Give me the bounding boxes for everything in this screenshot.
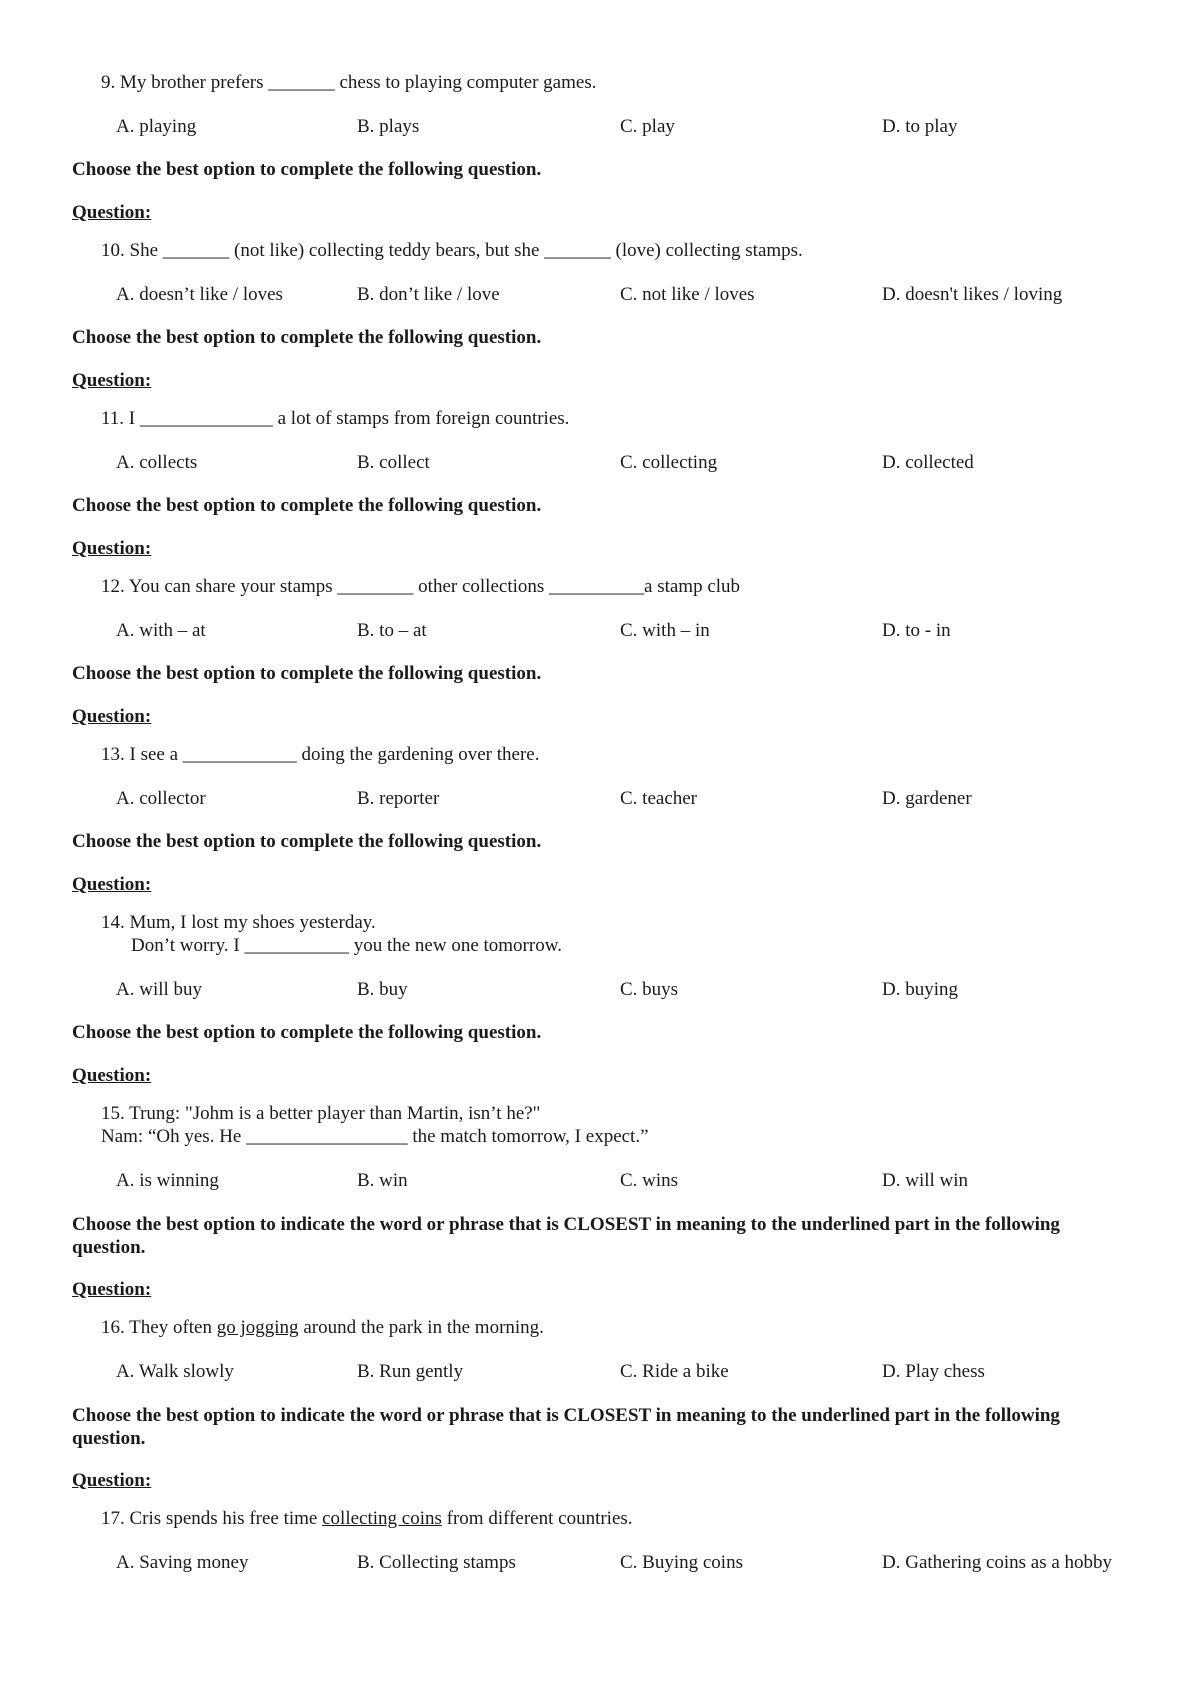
q9-option-b[interactable]: B. plays — [357, 116, 420, 137]
q12-option-c[interactable]: C. with – in — [620, 620, 710, 641]
q10-option-c[interactable]: C. not like / loves — [620, 284, 755, 305]
q16-option-a[interactable]: A. Walk slowly — [116, 1361, 234, 1382]
q14-option-a[interactable]: A. will buy — [116, 979, 203, 1000]
q17-option-c[interactable]: C. Buying coins — [620, 1552, 743, 1573]
q14-option-c[interactable]: C. buys — [620, 979, 679, 1000]
question-label: Question: — [72, 1279, 152, 1300]
question-label: Question: — [72, 202, 152, 223]
question-16-underlined-part: go jogging — [216, 1317, 299, 1338]
instruction: Choose the best option to indicate the word or phrase that is CLOSEST in meaning to the underlined part in the following question. — [72, 1214, 1060, 1258]
q10-option-b[interactable]: B. don’t like / love — [357, 284, 500, 305]
question-11-stem: 11. I ______________ a lot of stamps from foreign countries. — [101, 408, 570, 429]
q13-option-a[interactable]: A. collector — [116, 788, 206, 809]
q11-option-d[interactable]: D. collected — [882, 452, 974, 473]
q14-option-d[interactable]: D. buying — [882, 979, 958, 1000]
q14-option-b[interactable]: B. buy — [357, 979, 408, 1000]
instruction: Choose the best option to complete the following question. — [72, 327, 542, 348]
q11-option-c[interactable]: C. collecting — [620, 452, 718, 473]
q16-option-b[interactable]: B. Run gently — [357, 1361, 464, 1382]
q17-option-d[interactable]: D. Gathering coins as a hobby — [882, 1552, 1113, 1573]
question-16-stem-after: around the park in the morning. — [298, 1317, 544, 1338]
question-17-stem-after: from different countries. — [441, 1508, 633, 1529]
q12-option-a[interactable]: A. with – at — [116, 620, 206, 641]
question-9-stem: 9. My brother prefers _______ chess to playing computer games. — [101, 72, 597, 93]
q15-option-d[interactable]: D. will win — [882, 1170, 969, 1191]
instruction: Choose the best option to complete the following question. — [72, 663, 542, 684]
q13-option-d[interactable]: D. gardener — [882, 788, 972, 809]
q15-option-b[interactable]: B. win — [357, 1170, 408, 1191]
instruction: Choose the best option to complete the following question. — [72, 1022, 542, 1043]
question-10-stem: 10. She _______ (not like) collecting teddy bears, but she _______ (love) collecting stamps. — [101, 240, 803, 261]
question-15-stem-line2: Nam: “Oh yes. He _________________ the match tomorrow, I expect.” — [101, 1126, 649, 1147]
q12-option-d[interactable]: D. to - in — [882, 620, 951, 641]
q16-option-d[interactable]: D. Play chess — [882, 1361, 985, 1382]
question-13-stem: 13. I see a ____________ doing the gardening over there. — [101, 744, 540, 765]
question-label: Question: — [72, 1065, 152, 1086]
q11-option-a[interactable]: A. collects — [116, 452, 198, 473]
q13-option-b[interactable]: B. reporter — [357, 788, 440, 809]
question-label: Question: — [72, 874, 152, 895]
q15-option-c[interactable]: C. wins — [620, 1170, 679, 1191]
question-label: Question: — [72, 706, 152, 727]
instruction: Choose the best option to complete the following question. — [72, 159, 542, 180]
q12-option-b[interactable]: B. to – at — [357, 620, 427, 641]
q9-option-a[interactable]: A. playing — [116, 116, 197, 137]
question-label: Question: — [72, 538, 152, 559]
question-label: Question: — [72, 370, 152, 391]
q17-option-b[interactable]: B. Collecting stamps — [357, 1552, 516, 1573]
q9-option-c[interactable]: C. play — [620, 116, 675, 137]
question-14-stem-line2: Don’t worry. I ___________ you the new one tomorrow. — [131, 935, 562, 956]
question-12-stem: 12. You can share your stamps ________ other collections __________a stamp club — [101, 576, 741, 597]
question-17-stem — [101, 1508, 633, 1530]
instruction: Choose the best option to complete the following question. — [72, 831, 542, 852]
q10-option-d[interactable]: D. doesn't likes / loving — [882, 284, 1063, 305]
question-label: Question: — [72, 1470, 152, 1491]
q9-option-d[interactable]: D. to play — [882, 116, 958, 137]
q15-option-a[interactable]: A. is winning — [116, 1170, 219, 1191]
q13-option-c[interactable]: C. teacher — [620, 788, 698, 809]
question-15-stem-line1: 15. Trung: "Johm is a better player than Martin, isn’t he?" — [101, 1103, 541, 1124]
question-17-stem-before: 17. Cris spends his free time — [101, 1508, 323, 1529]
question-16-stem-before: 16. They often — [101, 1317, 217, 1338]
question-14-stem-line1: 14. Mum, I lost my shoes yesterday. — [101, 912, 376, 933]
instruction: Choose the best option to complete the following question. — [72, 495, 542, 516]
q11-option-b[interactable]: B. collect — [357, 452, 430, 473]
q17-option-a[interactable]: A. Saving money — [116, 1552, 249, 1573]
instruction: Choose the best option to indicate the word or phrase that is CLOSEST in meaning to the underlined part in the following question. — [72, 1405, 1060, 1449]
q16-option-c[interactable]: C. Ride a bike — [620, 1361, 729, 1382]
q10-option-a[interactable]: A. doesn’t like / loves — [116, 284, 283, 305]
question-17-underlined-part: collecting coins — [322, 1508, 442, 1529]
question-16-stem — [101, 1317, 544, 1339]
